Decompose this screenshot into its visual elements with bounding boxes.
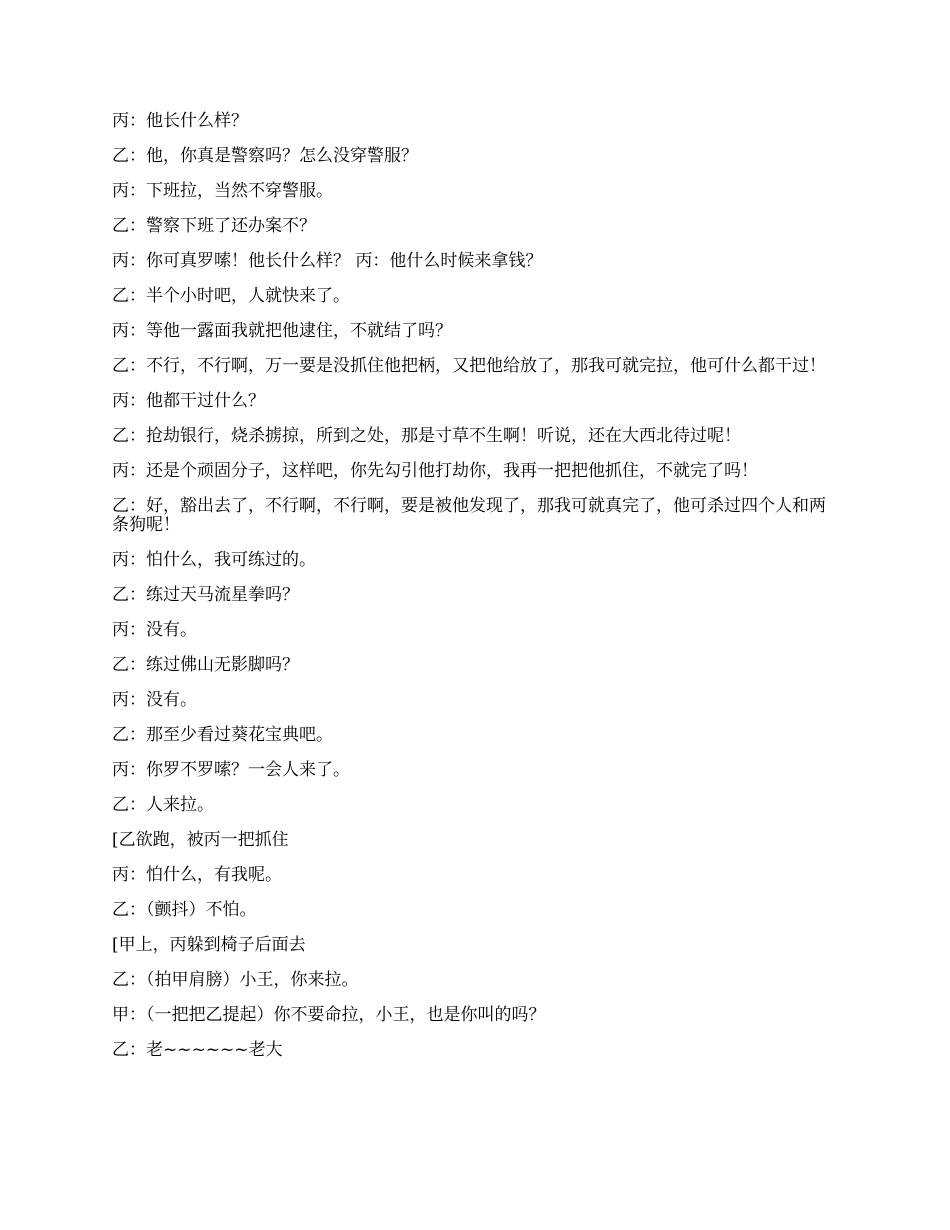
script-line: 甲：（一把把乙提起）你不要命拉，小王，也是你叫的吗？ — [112, 1005, 546, 1025]
script-line: 丙：没有。 — [112, 620, 197, 640]
script-line: 乙：他，你真是警察吗？怎么没穿警服？ — [112, 146, 418, 166]
script-line: 乙：不行，不行啊，万一要是没抓住他把柄，又把他给放了，那我可就完拉，他可什么都干过！ — [112, 356, 826, 376]
script-line: 乙：老~~~~~~老大 — [112, 1040, 283, 1060]
script-line: 乙：抢劫银行，烧杀掳掠，所到之处，那是寸草不生啊！听说，还在大西北待过呢！ — [112, 426, 741, 446]
script-line: 丙：还是个顽固分子，这样吧，你先勾引他打劫你，我再一把把他抓住，不就完了吗！ — [112, 461, 758, 481]
script-line: 乙：（颤抖）不怕。 — [112, 900, 257, 920]
script-line: 丙：等他一露面我就把他逮住，不就结了吗？ — [112, 321, 452, 341]
script-line: 乙：警察下班了还办案不？ — [112, 216, 316, 236]
script-line: 乙：练过天马流星拳吗？ — [112, 585, 299, 605]
script-line: 丙：他长什么样？ — [112, 111, 248, 131]
script-line: 乙：人来拉。 — [112, 795, 214, 815]
script-line: 丙：没有。 — [112, 690, 197, 710]
script-line: 乙：好，豁出去了，不行啊，不行啊，要是被他发现了，那我可就真完了，他可杀过四个人和两条狗呢！ — [112, 496, 826, 535]
script-line: [甲上，丙躲到椅子后面去 — [112, 935, 306, 955]
script-line: 乙：半个小时吧，人就快来了。 — [112, 286, 350, 306]
script-line: 乙：（拍甲肩膀）小王，你来拉。 — [112, 970, 359, 990]
script-line: 丙：怕什么，我可练过的。 — [112, 550, 316, 570]
document-body — [112, 112, 840, 1076]
script-line: 丙：下班拉，当然不穿警服。 — [112, 181, 333, 201]
script-line: 丙：他都干过什么？ — [112, 391, 265, 411]
script-line: 乙：那至少看过葵花宝典吧。 — [112, 725, 333, 745]
script-line: [乙欲跑，被丙一把抓住 — [112, 830, 289, 850]
script-line: 丙：怕什么，有我呢。 — [112, 865, 282, 885]
script-line: 丙：你罗不罗嗦？一会人来了。 — [112, 760, 350, 780]
script-line: 乙：练过佛山无影脚吗？ — [112, 655, 299, 675]
script-line: 丙：你可真罗嗦！他长什么样？ 丙：他什么时候来拿钱？ — [112, 251, 543, 271]
